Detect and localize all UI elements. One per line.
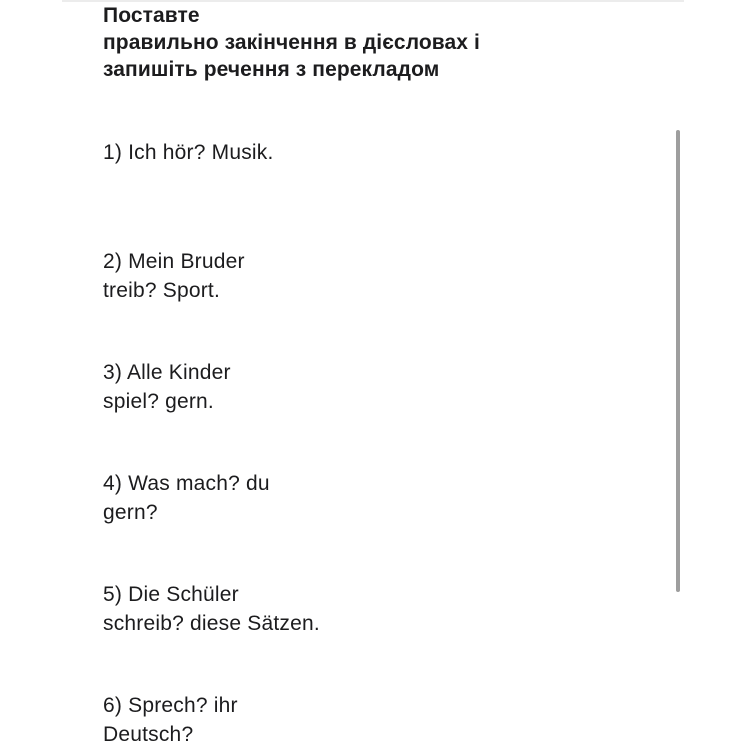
- exercise-item-2: [103, 247, 245, 305]
- exercise-item-5: [103, 580, 320, 638]
- task-title: [103, 2, 480, 83]
- exercise-line: treib? Sport.: [103, 279, 220, 302]
- vertical-scrollbar[interactable]: [676, 130, 680, 592]
- exercise-item-4: [103, 469, 270, 527]
- exercise-line: Deutsch?: [103, 723, 194, 746]
- exercise-line: 6) Sprech? ihr: [103, 694, 238, 717]
- exercise-line: schreib? diese Sätzen.: [103, 612, 320, 635]
- exercise-item-6: [103, 691, 238, 748]
- exercise-line: 5) Die Schüler: [103, 583, 239, 606]
- exercise-line: 4) Was mach? du: [103, 472, 270, 495]
- exercise-line: spiel? gern.: [103, 390, 214, 413]
- exercise-item-1: [103, 138, 274, 167]
- task-title-line: запишіть речення з перекладом: [103, 58, 440, 81]
- exercise-line: 1) Ich hör? Musik.: [103, 141, 274, 164]
- exercise-line: 2) Mein Bruder: [103, 250, 245, 273]
- exercise-item-3: [103, 358, 231, 416]
- task-title-line: правильно закінчення в дієсловах і: [103, 31, 480, 54]
- task-title-line: Поставте: [103, 4, 200, 27]
- exercise-line: gern?: [103, 501, 158, 524]
- exercise-line: 3) Alle Kinder: [103, 361, 231, 384]
